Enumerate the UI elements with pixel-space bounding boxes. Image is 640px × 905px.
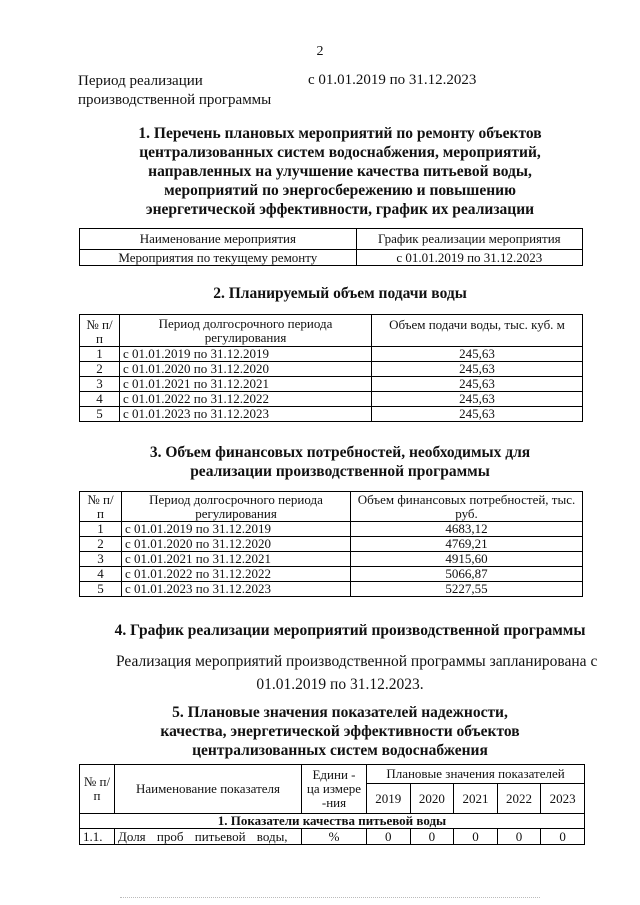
section5-cell-name: Доля проб питьевой воды, (115, 829, 302, 845)
section3-cell-value: 5066,87 (351, 567, 583, 582)
section3-row (80, 537, 583, 552)
section2-cell-value: 245,63 (372, 377, 583, 392)
period-label-line1: Период реализации (78, 73, 203, 89)
section3-cell-value: 4683,12 (351, 522, 583, 537)
section3-row (80, 552, 583, 567)
section3-cell-num: 4 (80, 567, 122, 582)
section5-header-name: Наименование показателя (115, 765, 302, 814)
section3-cell-value: 4915,60 (351, 552, 583, 567)
section1-cell-schedule: с 01.01.2019 по 31.12.2023 (356, 250, 582, 266)
section5-title (0, 703, 640, 760)
section2-cell-num: 4 (80, 392, 120, 407)
section3-table (79, 491, 583, 597)
section1-cell-name: Мероприятия по текущему ремонту (80, 250, 357, 266)
page-number: 2 (316, 44, 324, 59)
section3-cell-value: 4769,21 (351, 537, 583, 552)
section5-table (79, 764, 585, 845)
section3-title-line: реализации производственной программы (190, 463, 490, 480)
section1-header-schedule: График реализации мероприятия (356, 229, 582, 250)
section5-title-line: качества, энергетической эффективности объектов (160, 723, 520, 740)
section1-title-line: централизованных систем водоснабжения, мероприятий, (139, 144, 541, 161)
section3-header-num: № п/п (80, 492, 122, 522)
section1-title (0, 124, 640, 219)
section3-cell-num: 2 (80, 537, 122, 552)
section2-cell-value: 245,63 (372, 347, 583, 362)
section2-cell-num: 2 (80, 362, 120, 377)
section3-title-line: 3. Объем финансовых потребностей, необходимых для (149, 444, 531, 461)
section2-row (80, 377, 583, 392)
section1-header-name: Наименование мероприятия (80, 229, 357, 250)
section2-row (80, 347, 583, 362)
section3-cell-period: с 01.01.2020 по 31.12.2020 (122, 537, 351, 552)
section3-header-finance: Объем финансовых потребностей, тыс. руб. (351, 492, 583, 522)
section2-cell-num: 5 (80, 407, 120, 422)
section1-title-line: мероприятий по энергосбережению и повышению (164, 182, 516, 199)
section2-row (80, 362, 583, 377)
section3-cell-num: 1 (80, 522, 122, 537)
section5-header-plan: Плановые значения показателей (367, 765, 585, 784)
section5-cell-value: 0 (410, 829, 454, 845)
section2-title: 2. Планируемый объем подачи воды (213, 285, 467, 302)
section5-cell-unit: % (302, 829, 367, 845)
section5-header-year: 2022 (497, 784, 541, 814)
section3-cell-period: с 01.01.2021 по 31.12.2021 (122, 552, 351, 567)
section4-paragraph-line1: Реализация мероприятий производственной программы запланирована с (116, 653, 598, 670)
section5-title-line: централизованных систем водоснабжения (192, 742, 488, 759)
section3-cell-period: с 01.01.2019 по 31.12.2019 (122, 522, 351, 537)
section2-row (80, 407, 583, 422)
section5-header-year: 2023 (541, 784, 585, 814)
section5-cell-num: 1.1. (80, 829, 115, 845)
section1-table (79, 228, 583, 266)
section3-header-period: Период долгосрочного периода регулирования (122, 492, 351, 522)
section2-cell-value: 245,63 (372, 392, 583, 407)
section2-cell-num: 3 (80, 377, 120, 392)
section2-header-period: Период долгосрочного периода регулирования (120, 315, 372, 347)
section5-header-year: 2019 (367, 784, 411, 814)
section2-cell-period: с 01.01.2020 по 31.12.2020 (120, 362, 372, 377)
section5-header-unit: Едини - ца измере -ния (302, 765, 367, 814)
section3-cell-num: 5 (80, 582, 122, 597)
section3-title (0, 443, 640, 481)
section3-row (80, 522, 583, 537)
period-label-line2: производственной программы (78, 92, 272, 108)
section3-cell-value: 5227,55 (351, 582, 583, 597)
period-value: с 01.01.2019 по 31.12.2023 (308, 72, 477, 88)
section1-title-line: 1. Перечень плановых мероприятий по ремонту объектов (138, 125, 542, 142)
section2-cell-period: с 01.01.2022 по 31.12.2022 (120, 392, 372, 407)
section5-header-year: 2020 (410, 784, 454, 814)
section2-header-volume: Объем подачи воды, тыс. куб. м (372, 315, 583, 347)
section2-cell-value: 245,63 (372, 362, 583, 377)
section2-cell-value: 245,63 (372, 407, 583, 422)
section2-cell-num: 1 (80, 347, 120, 362)
section5-group-row: 1. Показатели качества питьевой воды (80, 814, 585, 829)
section2-cell-period: с 01.01.2019 по 31.12.2019 (120, 347, 372, 362)
scan-edge-artifact (120, 897, 540, 900)
section5-title-line: 5. Плановые значения показателей надежности, (172, 704, 508, 721)
section3-cell-period: с 01.01.2022 по 31.12.2022 (122, 567, 351, 582)
section5-cell-value: 0 (541, 829, 585, 845)
section3-cell-period: с 01.01.2023 по 31.12.2023 (122, 582, 351, 597)
section5-cell-value: 0 (497, 829, 541, 845)
section2-table (79, 314, 583, 422)
section3-row (80, 582, 583, 597)
section1-title-line: энергетической эффективности, график их реализации (145, 201, 535, 218)
section2-cell-period: с 01.01.2023 по 31.12.2023 (120, 407, 372, 422)
section5-cell-value: 0 (454, 829, 498, 845)
section3-row (80, 567, 583, 582)
section5-cell-value: 0 (367, 829, 411, 845)
section4-title: 4. График реализации мероприятий производственной программы (114, 622, 586, 639)
section2-row (80, 392, 583, 407)
section5-header-year: 2021 (454, 784, 498, 814)
section4-paragraph-line2: 01.01.2019 по 31.12.2023. (256, 676, 424, 693)
section2-header-num: № п/п (80, 315, 120, 347)
period-label (78, 72, 271, 110)
section1-title-line: направленных на улучшение качества питьевой воды, (148, 163, 532, 180)
section2-cell-period: с 01.01.2021 по 31.12.2021 (120, 377, 372, 392)
section5-header-num: № п/п (80, 765, 115, 814)
section3-cell-num: 3 (80, 552, 122, 567)
